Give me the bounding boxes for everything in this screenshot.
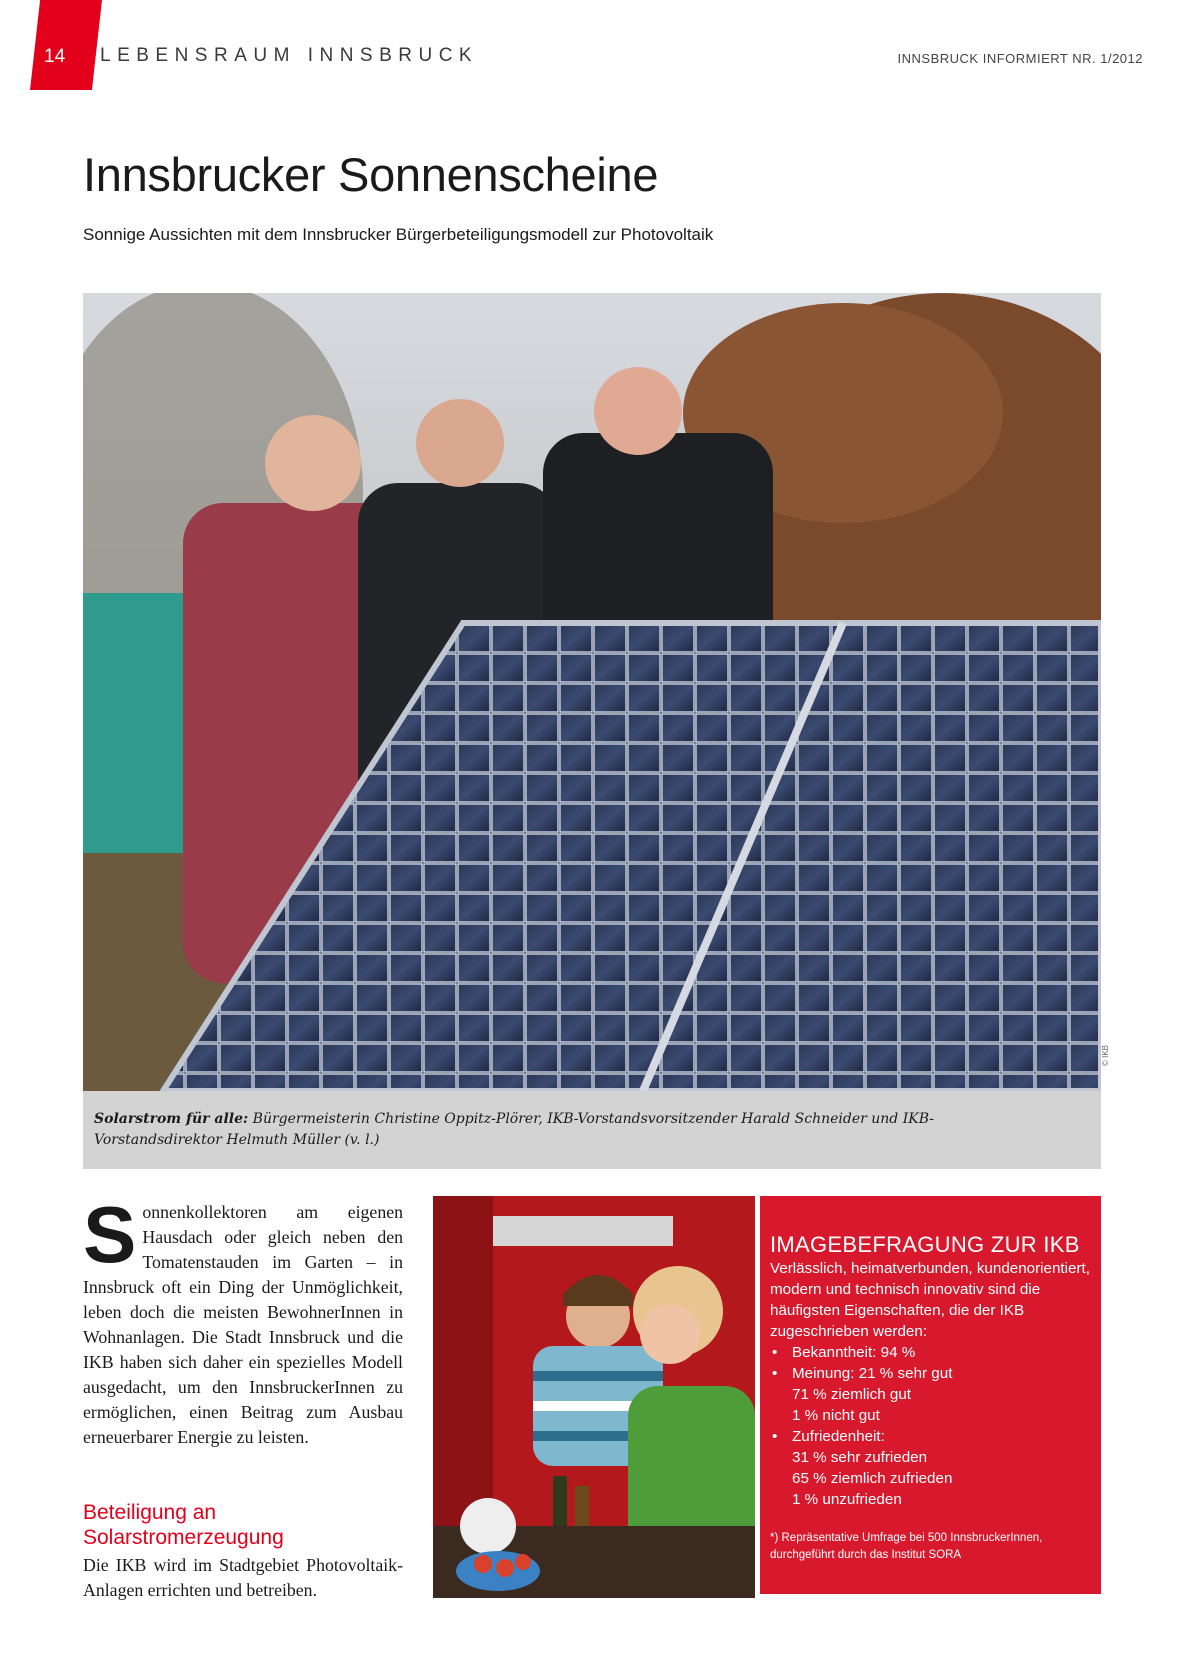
list-subitem: 71 % ziemlich gut <box>792 1386 912 1403</box>
infobox-title: IMAGEBEFRAGUNG ZUR IKB <box>770 1232 1080 1257</box>
list-item-label: Bekanntheit: 94 % <box>792 1344 916 1361</box>
photo-caption <box>94 1109 1054 1151</box>
list-subitem: 1 % nicht gut <box>792 1407 880 1424</box>
intro-paragraph <box>83 1190 403 1450</box>
photo-caption-box <box>83 1091 1101 1169</box>
kitchen-photo <box>433 1196 755 1598</box>
page-number-tab <box>30 0 102 90</box>
caption-lead: Solarstrom für alle: <box>94 1111 249 1127</box>
infobox-footnote: *) Repräsentative Umfrage bei 500 InnsbruckerInnen, durchgeführt durch das Institut SORA <box>770 1532 1043 1561</box>
article-subtitle: Sonnige Aussichten mit dem Innsbrucker Bürgerbeteiligungsmodell zur Photovoltaik <box>83 225 714 244</box>
intro-text: onnenkollektoren am eigenen Hausdach oder gleich neben den Tomatenstauden im Garten – in Innsbruck oft ein Ding der Unmöglichkeit, leben doch die meisten BewohnerInnen in Wohnanlagen. Die Stadt Innsbruck und die IKB haben sich daher ein spezielles Modell ausgedacht, um den InnsbruckerInnen zu ermöglichen, einen Beitrag zum Ausbau erneuerbarer Energie zu leisten. <box>83 1202 403 1447</box>
list-item <box>770 1342 1095 1363</box>
caption-text: Bürgermeisterin Christine Oppitz-Plörer, IKB-Vorstandsvorsitzender Harald Schneider und IKB-Vorstandsdirektor Helmuth Müller (v. l.) <box>94 1111 934 1148</box>
photo-credit: © IKB <box>1101 1044 1110 1066</box>
dropcap: S <box>83 1190 137 1279</box>
list-item-label: Meinung: 21 % sehr gut <box>792 1365 953 1382</box>
list-item <box>770 1426 1095 1510</box>
section-title: LEBENSRAUM INNSBRUCK <box>100 45 479 66</box>
survey-infobox <box>760 1196 1101 1594</box>
infobox-intro: Verlässlich, heimatverbunden, kundenorientiert, modern und technisch innovativ sind die häufigsten Eigenschaften, die der IKB zugeschrieben werden: <box>770 1260 1090 1340</box>
main-photo-solar-panels <box>83 293 1101 1091</box>
infobox-list <box>770 1342 1095 1510</box>
list-item-label: Zufriedenheit: <box>792 1428 885 1445</box>
list-item <box>770 1363 1095 1426</box>
article-title: Innsbrucker Sonnenscheine <box>83 148 659 201</box>
body-paragraph: Die IKB wird im Stadtgebiet Photovoltaik-Anlagen errichten und betreiben. <box>83 1555 403 1600</box>
list-subitem: 65 % ziemlich zufrieden <box>792 1470 953 1487</box>
page-number: 14 <box>44 46 66 67</box>
issue-label: INNSBRUCK INFORMIERT NR. 1/2012 <box>897 51 1143 66</box>
list-subitem: 1 % unzufrieden <box>792 1491 902 1508</box>
list-subitem: 31 % sehr zufrieden <box>792 1449 928 1466</box>
body-subheading: Beteiligung an Solarstromerzeugung <box>83 1501 284 1549</box>
